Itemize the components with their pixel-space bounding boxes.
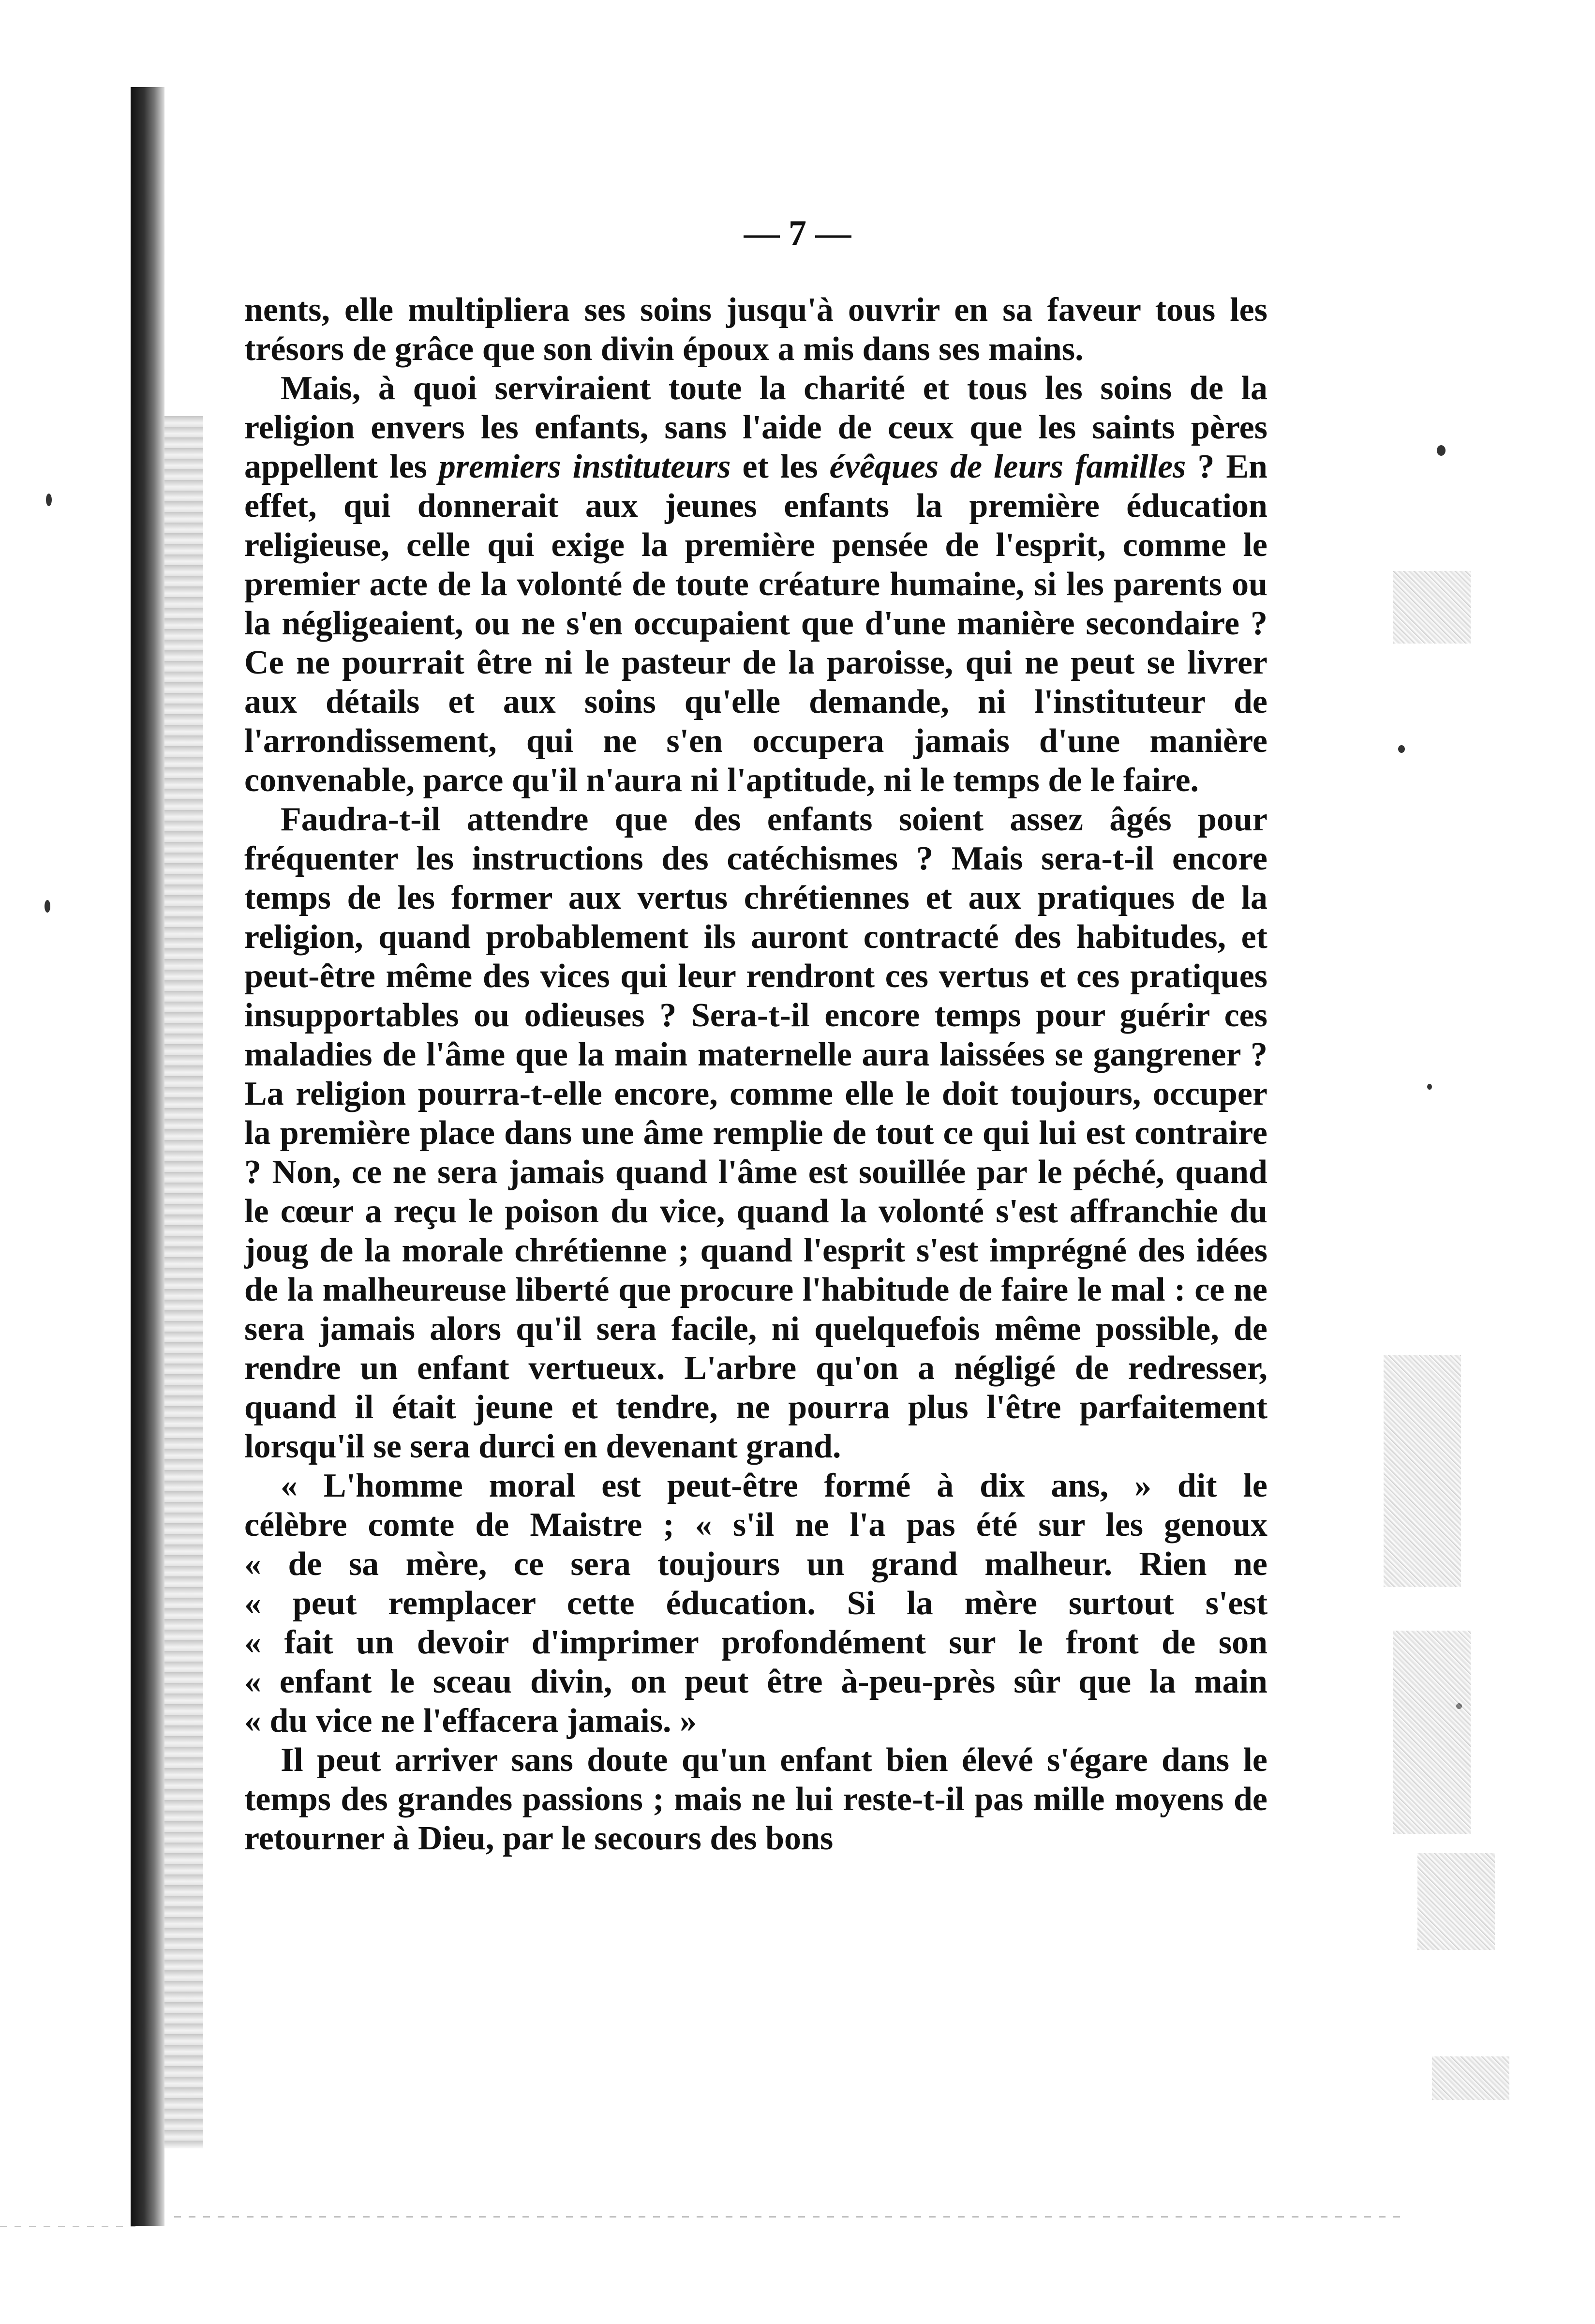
quote-line: « fait un devoir d'imprimer profondément sur le front de son: [244, 1624, 1267, 1661]
page-text: [244, 290, 1267, 1858]
emphasis-eveques-de-leurs-familles: évêques de leurs familles: [829, 448, 1186, 485]
scan-noise: [1393, 571, 1471, 644]
scan-dash-line: [174, 2216, 1403, 2218]
paragraph: nents, elle multipliera ses soins jusqu'à ouvrir en sa faveur tous les trésors de grâce que son divin époux a mis dans ses mains.: [244, 291, 1267, 368]
scan-noise: [1432, 2056, 1509, 2100]
paragraph: Faudra-t-il attendre que des enfants soient assez âgés pour fréquenter les instructions des catéchismes ? Mais sera-t-il encore temps de les former aux vertus chrétiennes et aux pratiques de la religion, quand probablement ils auront contracté des habitudes, et peut-être même des vices qui leur rendront ces vertus et ces pratiques insupportables ou odieuses ? Sera-t-il encore temps pour guérir ces maladies de l'âme que la main maternelle aura laissées se gangrener ? La religion pourra-t-elle encore, comme elle le doit toujours, occuper la première place dans une âme remplie de tout ce qui lui est contraire ? Non, ce ne sera jamais quand l'âme est souillée par le péché, quand le cœur a reçu le poison du vice, quand la volonté s'est affranchie du joug de la morale chrétienne ; quand l'esprit s'est imprégné des idées de la malheureuse liberté que procure l'habitude de faire le mal : ce ne sera jamais alors qu'il sera facile, ni quelquefois même possible, de rendre un enfant vertueux. L'arbre qu'on a négligé de redresser, quand il était jeune et tendre, ne pourra plus l'être parfaitement lorsqu'il se sera durci en devenant grand.: [244, 801, 1267, 1465]
ink-speck: [1427, 1084, 1432, 1090]
quote-line: « du vice ne l'effacera jamais. »: [244, 1702, 697, 1739]
paragraph: Il peut arriver sans doute qu'un enfant bien élevé s'égare dans le temps des grandes passions ; mais ne lui reste-t-il pas mille moyens de retourner à Dieu, par le secours des bons: [244, 1741, 1267, 1857]
book-binding-edge: [131, 87, 164, 2226]
text-run: Mais, à quoi serviraient toute la charité et tous les soins de la religion envers les enfants, sans l'aide de ceux que les saints pères appellent les: [244, 370, 1267, 485]
scan-noise: [1384, 1355, 1461, 1587]
scan-dash-line: [0, 2226, 135, 2227]
scan-noise: [1417, 1853, 1495, 1950]
binding-shadow: [164, 416, 203, 2148]
ink-speck: [1398, 745, 1405, 753]
quote-line: « L'homme moral est peut-être formé à dix ans, » dit le: [281, 1467, 1267, 1504]
page-number: — 7 —: [744, 213, 851, 253]
ink-speck: [45, 900, 50, 913]
ink-speck: [46, 494, 52, 506]
ink-speck: [1437, 445, 1446, 456]
emphasis-premiers-instituteurs: premiers instituteurs: [438, 448, 731, 485]
quote-line: célèbre comte de Maistre ; « s'il ne l'a pas été sur les genoux: [244, 1506, 1267, 1544]
quote-line: « de sa mère, ce sera toujours un grand malheur. Rien ne: [244, 1545, 1267, 1583]
quotation: [244, 1466, 1267, 1740]
text-run: ? En effet, qui donnerait aux jeunes enfants la première éducation religieuse, celle qui exige la première pensée de l'esprit, comme le premier acte de la volonté de toute créature humaine, si les parents ou la négligeaient, ou ne s'en occupaient que d'une manière secondaire ? Ce ne pourrait être ni le pasteur de la paroisse, qui ne peut se livrer aux détails et aux soins qu'elle demande, ni l'instituteur de l'arrondissement, qui ne s'en occupera jamais d'une manière convenable, parce qu'il n'aura ni l'aptitude, ni le temps de le faire.: [244, 448, 1267, 799]
quote-line: « peut remplacer cette éducation. Si la mère surtout s'est: [244, 1585, 1267, 1622]
paragraph: [244, 369, 1267, 800]
scan-noise: [1393, 1631, 1471, 1834]
text-run: et les: [730, 448, 830, 485]
quote-line: « enfant le sceau divin, on peut être à-peu-près sûr que la main: [244, 1663, 1267, 1700]
